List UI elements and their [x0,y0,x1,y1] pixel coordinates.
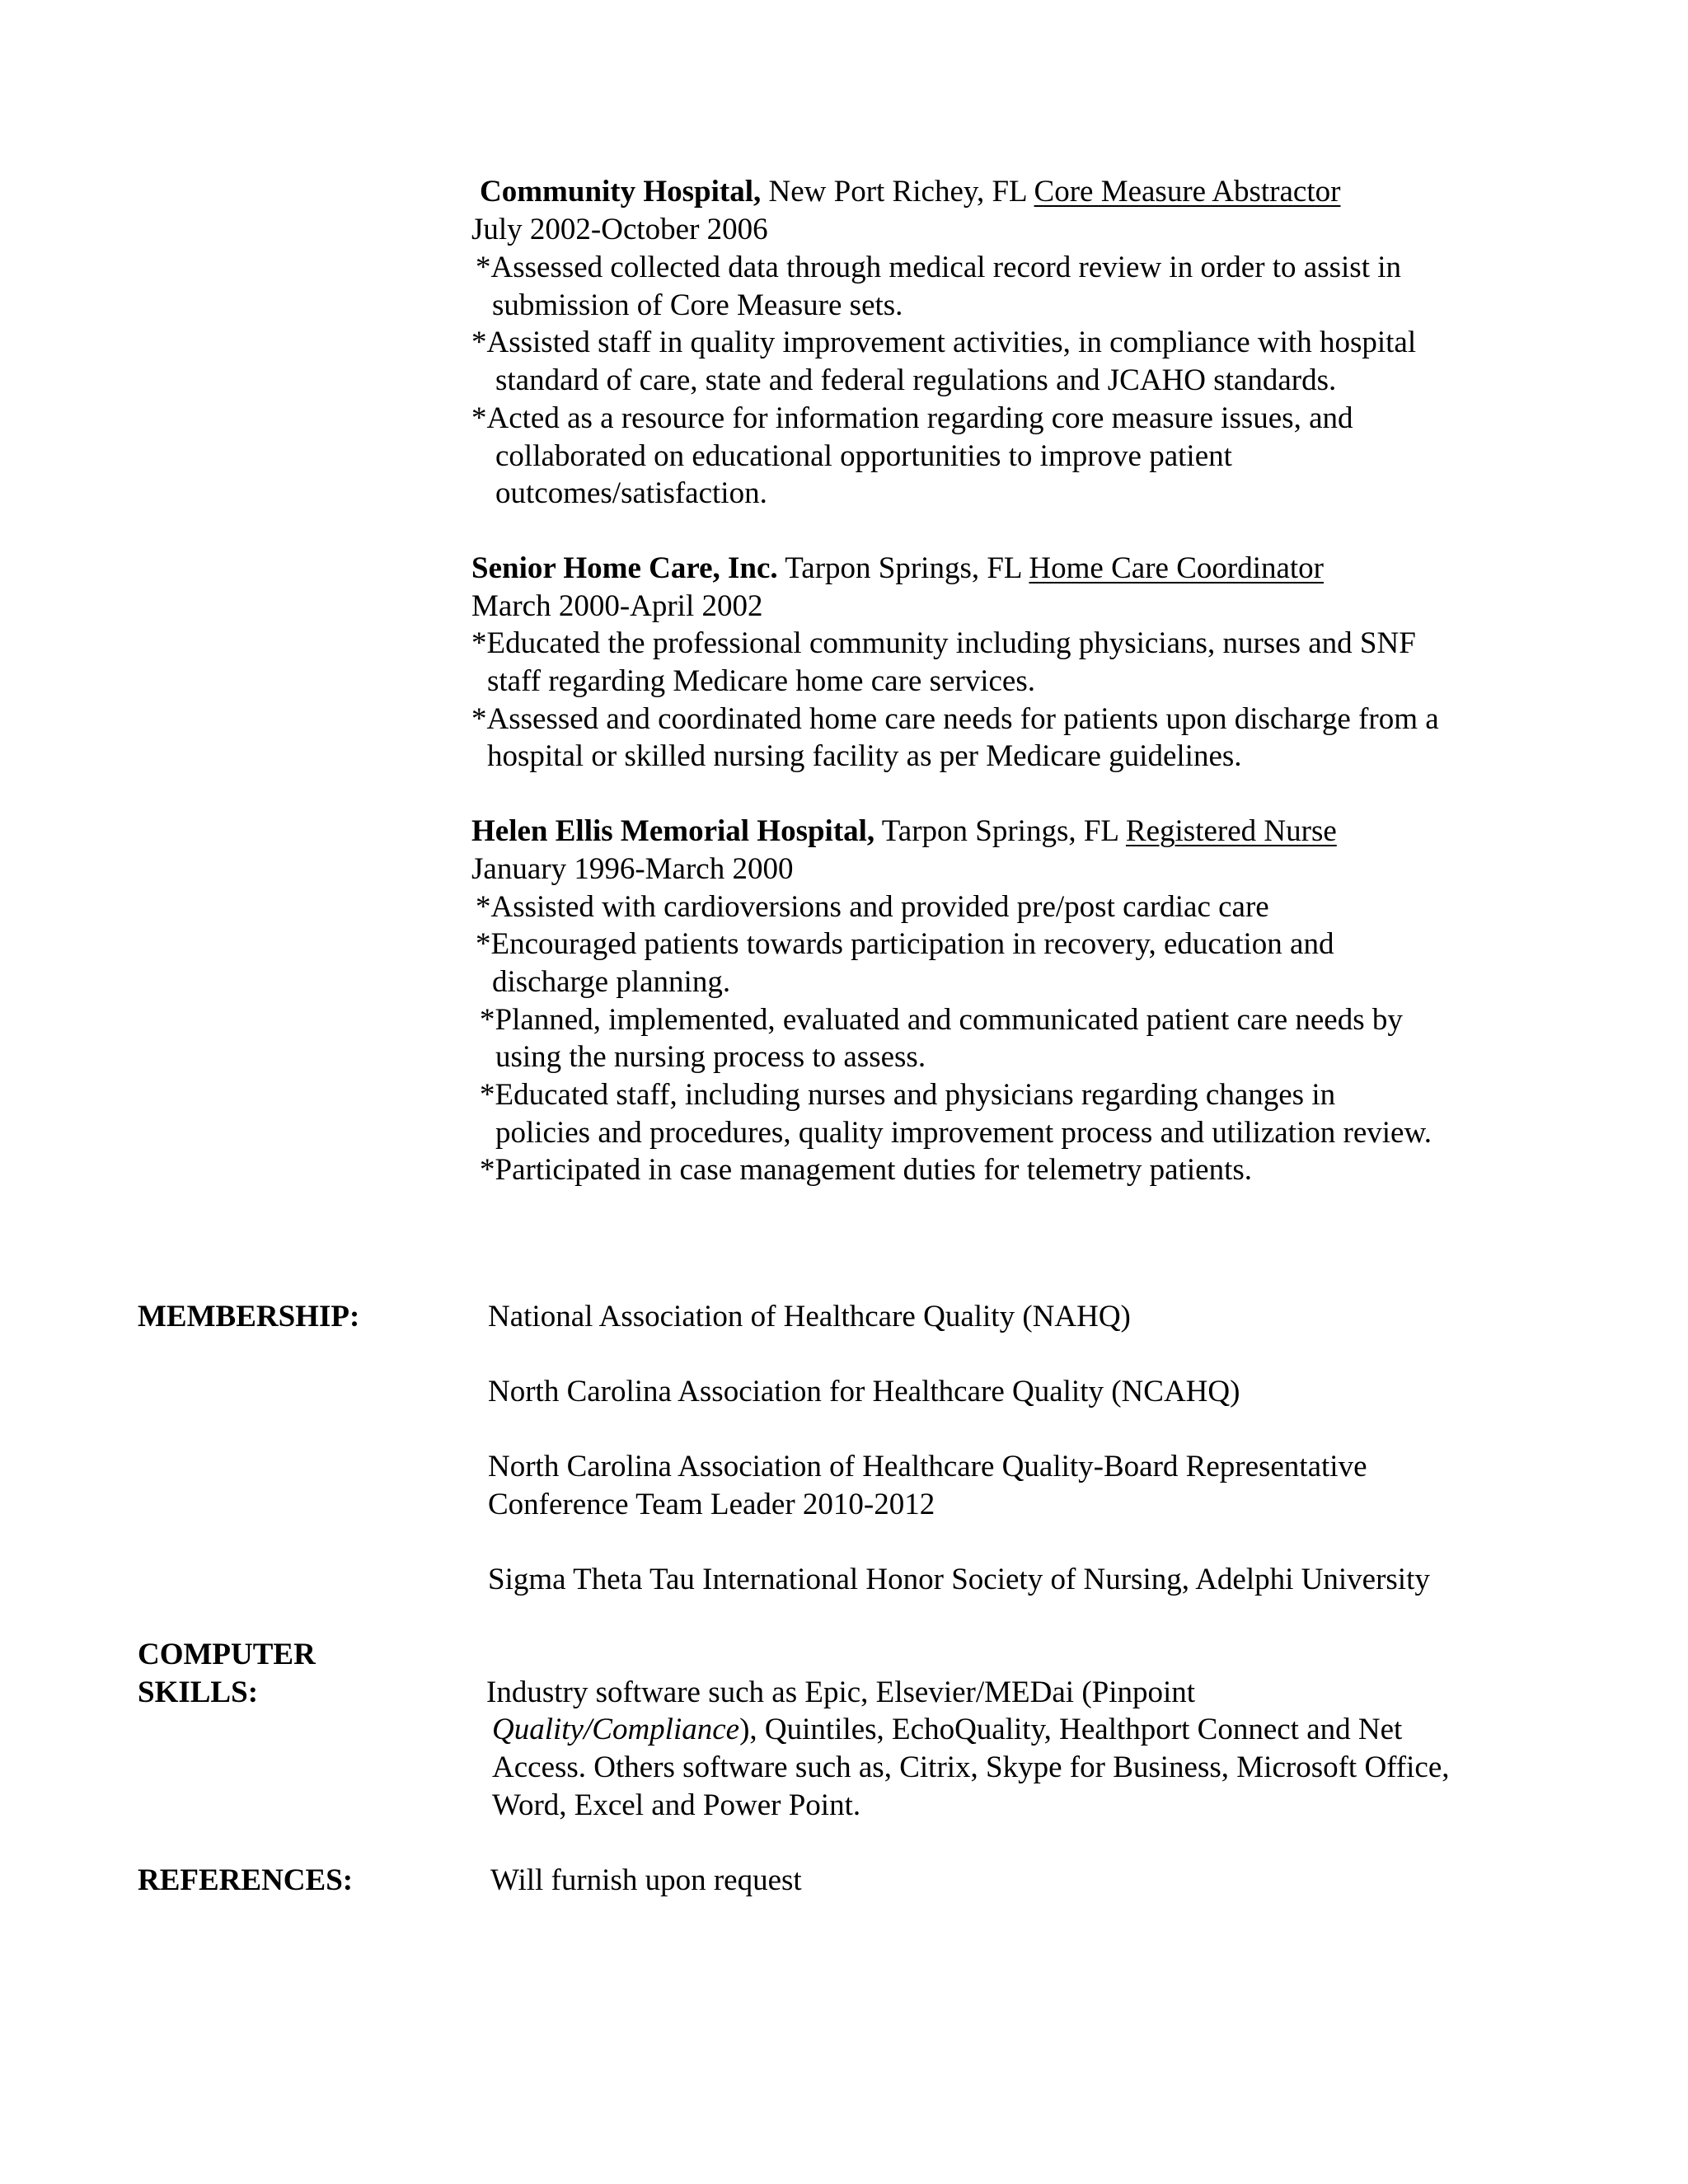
computer-skills-text: Word, Excel and Power Point. [492,1788,861,1822]
job-header [471,813,1337,851]
job-bullet-continuation: using the nursing process to assess. [495,1040,926,1074]
employer-name: Helen Ellis Memorial Hospital, [471,814,875,848]
job-bullet: *Encouraged patients towards participation in recovery, education and [476,927,1334,961]
job-location: Tarpon Springs, FL [777,551,1029,585]
job-header [480,173,1340,211]
membership-label: MEMBERSHIP: [138,1300,360,1333]
computer-skills-text-rest: ), Quintiles, EchoQuality, Healthport Connect and Net [739,1713,1403,1746]
job-bullet-continuation: submission of Core Measure sets. [492,288,903,322]
job-bullet: *Planned, implemented, evaluated and communicated patient care needs by [480,1003,1403,1037]
job-bullet: *Educated the professional community including physicians, nurses and SNF [471,626,1416,660]
references-label: REFERENCES: [138,1863,354,1897]
computer-skills-text [492,1711,1402,1749]
job-dates: March 2000-April 2002 [471,589,763,623]
job-dates: January 1996-March 2000 [471,852,794,886]
membership-item: North Carolina Association for Healthcare Quality (NCAHQ) [488,1375,1240,1408]
job-header [471,550,1324,588]
job-bullet-continuation: hospital or skilled nursing facility as per Medicare guidelines. [487,739,1242,773]
membership-item: National Association of Healthcare Quality (NAHQ) [488,1300,1131,1333]
job-bullet: *Assisted staff in quality improvement activities, in compliance with hospital [471,326,1417,359]
job-bullet: *Educated staff, including nurses and physicians regarding changes in [480,1078,1336,1112]
job-bullet: *Assessed collected data through medical record review in order to assist in [476,251,1402,284]
membership-item: Sigma Theta Tau International Honor Society of Nursing, Adelphi University [488,1563,1430,1596]
job-bullet-continuation: outcomes/satisfaction. [495,476,767,510]
job-bullet: *Acted as a resource for information regarding core measure issues, and [471,401,1353,435]
computer-skills-text: Industry software such as Epic, Elsevier/MEDai (Pinpoint [486,1675,1196,1709]
computer-skills-label: COMPUTER [138,1638,316,1671]
computer-skills-text: Access. Others software such as, Citrix, Skype for Business, Microsoft Office, [492,1750,1450,1784]
job-title: Core Measure Abstractor [1034,175,1341,209]
job-dates: July 2002-October 2006 [471,213,768,246]
references-text: Will furnish upon request [490,1863,802,1897]
job-bullet-continuation: collaborated on educational opportunities to improve patient [495,439,1232,473]
job-bullet: *Assessed and coordinated home care needs for patients upon discharge from a [471,702,1439,736]
membership-item: North Carolina Association of Healthcare Quality-Board Representative [488,1450,1367,1483]
membership-item-continuation: Conference Team Leader 2010-2012 [488,1488,935,1521]
computer-skills-italic: Quality/Compliance [492,1713,740,1746]
job-title: Home Care Coordinator [1029,551,1324,585]
job-location: New Port Richey, FL [761,175,1034,209]
job-bullet-continuation: staff regarding Medicare home care services. [487,664,1035,698]
job-bullet-continuation: policies and procedures, quality improvement process and utilization review. [495,1116,1432,1150]
employer-name: Senior Home Care, Inc. [471,551,778,585]
job-location: Tarpon Springs, FL [874,814,1126,848]
job-title: Registered Nurse [1125,814,1337,848]
job-bullet: *Participated in case management duties for telemetry patients. [480,1153,1252,1187]
computer-skills-label-continuation: SKILLS: [138,1675,259,1709]
job-bullet-continuation: discharge planning. [492,965,731,999]
job-bullet: *Assisted with cardioversions and provided pre/post cardiac care [476,890,1269,924]
job-bullet-continuation: standard of care, state and federal regulations and JCAHO standards. [495,363,1337,397]
employer-name: Community Hospital, [480,175,762,209]
